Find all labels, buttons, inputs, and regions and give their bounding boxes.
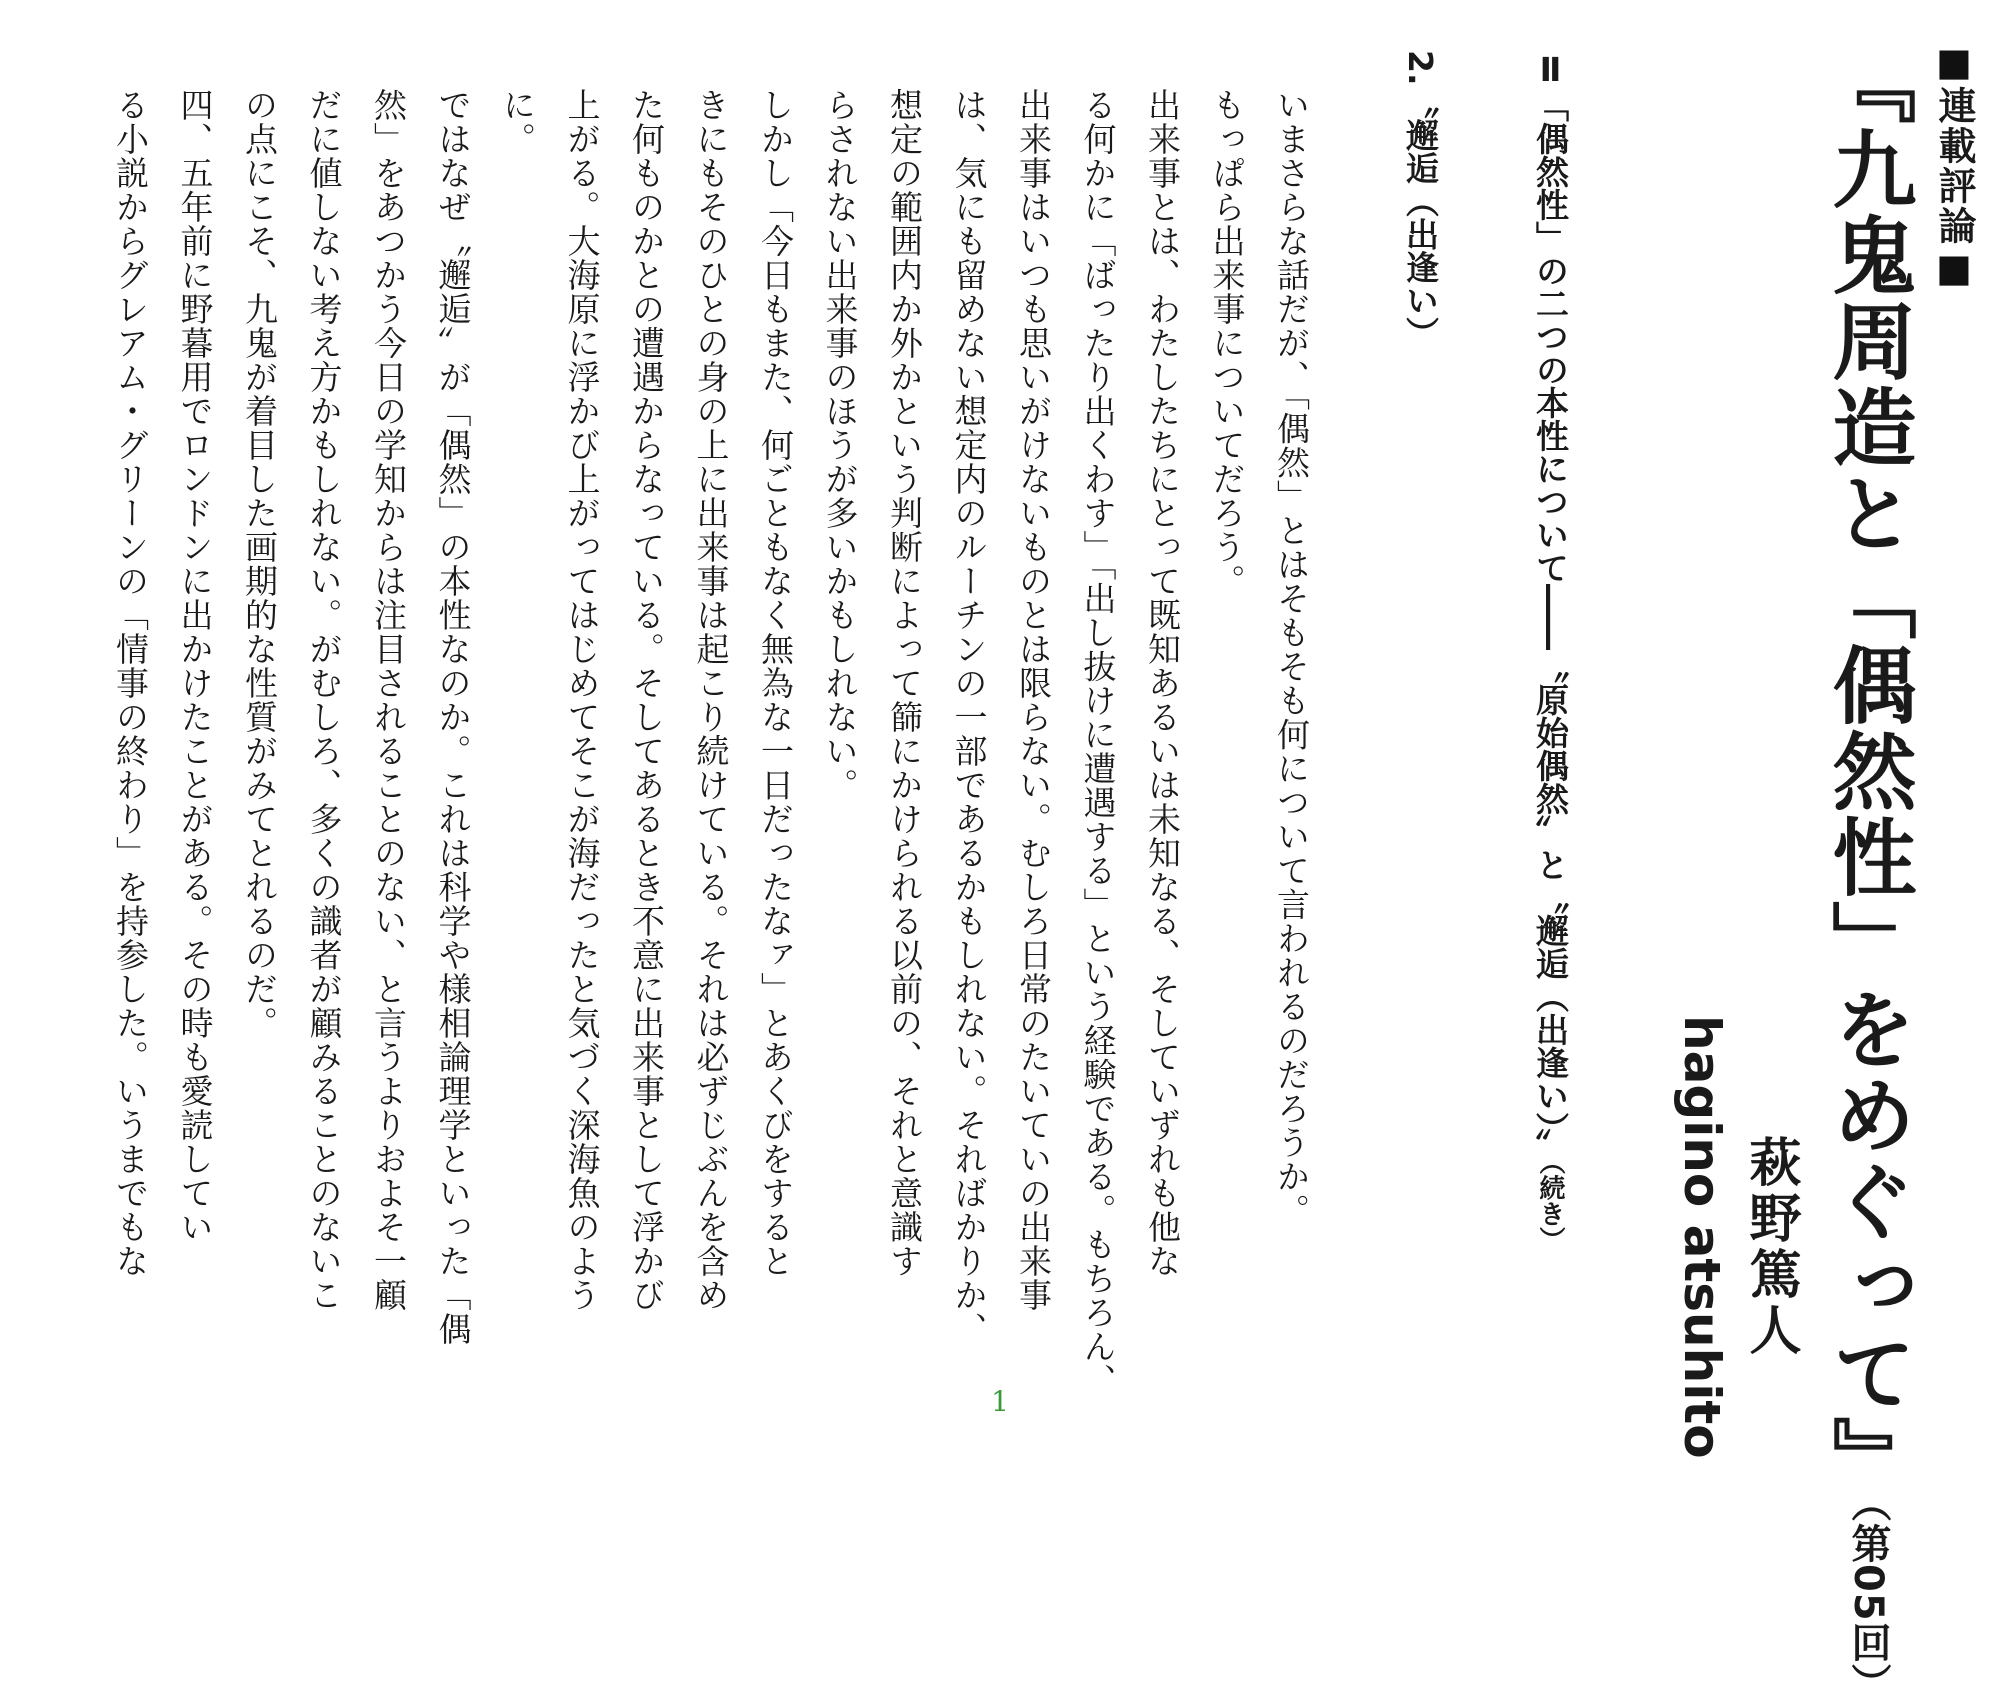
body-line: 想定の範囲内か外かという判断によって篩にかけられる以前の、それと意識す	[885, 88, 924, 1278]
body-line: だに値しない考え方かもしれない。がむしろ、多くの識者が顧みることのないこ	[304, 88, 344, 1312]
body-line: 上がる。大海原に浮かび上がってはじめてそこが海だったと気づく深海魚のよう	[562, 88, 602, 1312]
section-heading-text: Ⅱ「偶然性」の二つの本性について――〝原始偶然〟と〝邂逅（出逢い）〟	[1531, 50, 1570, 1162]
square-bullet-icon: ■	[1932, 40, 1976, 86]
body-line: 出来事はいつも思いがけないものとは限らない。むしろ日常のたいていの出来事	[1014, 88, 1053, 1312]
series-label	[1927, 40, 1982, 292]
section-heading	[1530, 50, 1570, 1253]
page-number: 1	[991, 1385, 1009, 1418]
body-line: ではなぜ〝邂逅〟が「偶然」の本性なのか。これは科学や様相論理学といった「偶	[433, 88, 473, 1346]
body-line: 出来事とは、わたしたちにとって既知あるいは未知なる、そしていずれも他な	[1143, 88, 1182, 1278]
issue-number: （第05回）	[1845, 1502, 1891, 1704]
body-line: る何かに「ばったり出くわす」「出し抜けに遭遇する」という経験である。もちろん、	[1078, 88, 1118, 1398]
body-line: きにもそのひとの身の上に出来事は起こり続けている。それは必ずじぶんを含め	[691, 88, 731, 1312]
body-line: に。	[498, 88, 537, 156]
body-line: 然」をあつかう今日の学知からは注目されることのない、と言うよりおよそ一顧	[369, 88, 408, 1312]
series-label-text: 連載評論	[1932, 86, 1976, 246]
continued-label: （続き）	[1535, 1161, 1565, 1253]
author-name-roman: hagino atsuhito	[1673, 1015, 1731, 1459]
article-title	[1820, 40, 1916, 1704]
square-bullet-icon: ■	[1932, 246, 1976, 292]
body-line: の点にこそ、九鬼が着目した画期的な性質がみてとれるのだ。	[240, 88, 279, 1040]
subsection-heading: 2.〝邂逅（出逢い）	[1401, 50, 1440, 350]
body-line: いまさらな話だが、「偶然」とはそもそも何について言われるのだろうか。	[1272, 88, 1311, 1228]
body-line: た何ものかとの遭遇からなっている。そしてあるとき不意に出来事として浮かび	[627, 88, 666, 1312]
body-line: もっぱら出来事についてだろう。	[1207, 88, 1247, 598]
body-line: らされない出来事のほうが多いかもしれない。	[820, 88, 860, 802]
body-line: しかし「今日もまた、何ごともなく無為な一日だったなァ」とあくびをすると	[756, 88, 795, 1278]
article-title-text: 『九鬼周造と「偶然性」をめぐって』	[1819, 40, 1917, 1502]
body-line: る小説からグレアム・グリーンの「情事の終わり」を持参した。いうまでもな	[111, 88, 150, 1278]
body-line: は、気にも留めない想定内のルーチンの一部であるかもしれない。そればかりか、	[949, 88, 989, 1346]
author-name: 萩野篤人	[1740, 1135, 1800, 1359]
body-line: 四、五年前に野暮用でロンドンに出かけたことがある。その時も愛読してい	[175, 88, 215, 1244]
